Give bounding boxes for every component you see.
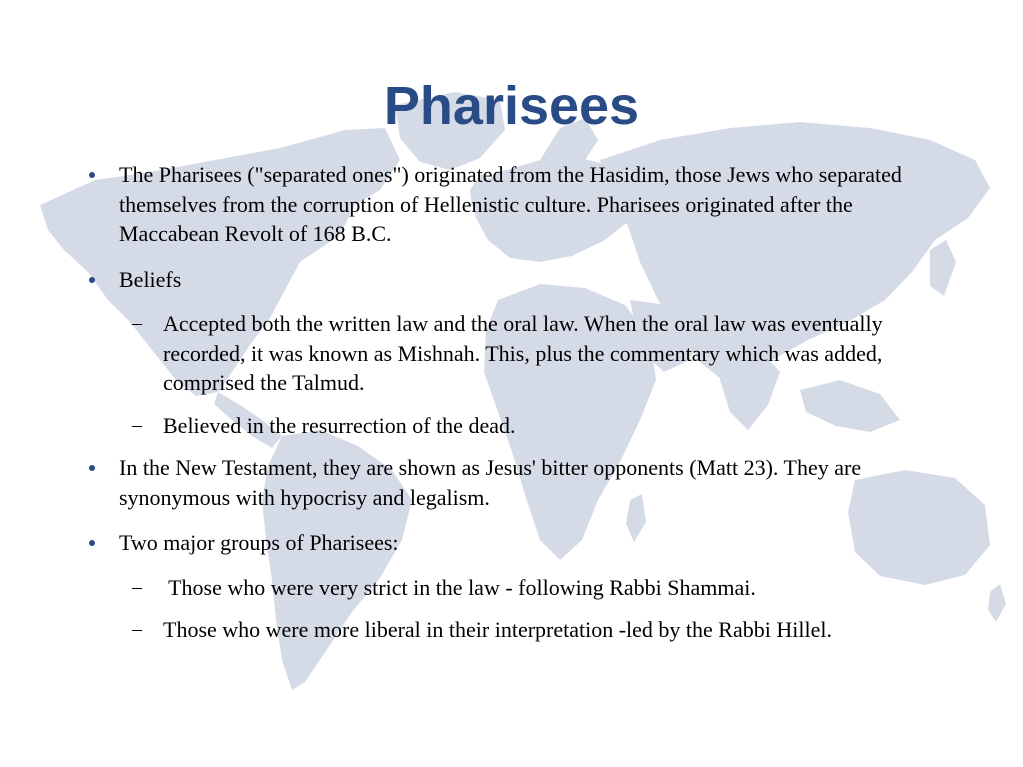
sub-bullet-text: Those who were very strict in the law - following Rabbi Shammai. bbox=[163, 574, 756, 600]
bullet-text: The Pharisees ("separated ones") originated from the Hasidim, those Jews who separated themselves from the corruption of Hellenistic culture. Pharisees originated after the Maccabean Revolt of 168 B.C. bbox=[119, 162, 902, 246]
round-bullet-icon bbox=[89, 540, 95, 546]
sub-bullet-text: Those who were more liberal in their interpretation -led by the Rabbi Hillel. bbox=[163, 617, 832, 642]
slide-content bbox=[0, 160, 1023, 645]
bullet-text: In the New Testament, they are shown as Jesus' bitter opponents (Matt 23). They are synonymous with hypocrisy and legalism. bbox=[119, 455, 862, 510]
sub-bullet-text: Accepted both the written law and the oral law. When the oral law was eventually recorded, it was known as Mishnah. This, plus the commentary which was added, comprised the Talmud. bbox=[163, 311, 883, 395]
round-bullet-icon bbox=[89, 465, 95, 471]
dash-bullet-icon: – bbox=[132, 618, 142, 640]
dash-bullet-icon: – bbox=[132, 312, 142, 334]
round-bullet-icon bbox=[89, 172, 95, 178]
bullet-text: Beliefs bbox=[119, 266, 182, 292]
bullet-item bbox=[119, 160, 949, 249]
sub-bullet-item bbox=[132, 309, 963, 398]
round-bullet-icon bbox=[89, 277, 95, 283]
sub-bullet-item bbox=[132, 573, 963, 603]
dash-bullet-icon: – bbox=[132, 575, 142, 598]
bullet-item bbox=[119, 528, 949, 558]
bullet-text: Two major groups of Pharisees: bbox=[119, 530, 399, 555]
slide-title: Pharisees bbox=[383, 76, 640, 136]
sub-bullet-item bbox=[132, 411, 963, 441]
sub-bullet-item bbox=[132, 615, 963, 645]
sub-bullet-text: Believed in the resurrection of the dead. bbox=[163, 412, 516, 438]
bullet-item bbox=[119, 453, 949, 512]
dash-bullet-icon: – bbox=[132, 413, 142, 436]
bullet-item bbox=[119, 265, 949, 295]
